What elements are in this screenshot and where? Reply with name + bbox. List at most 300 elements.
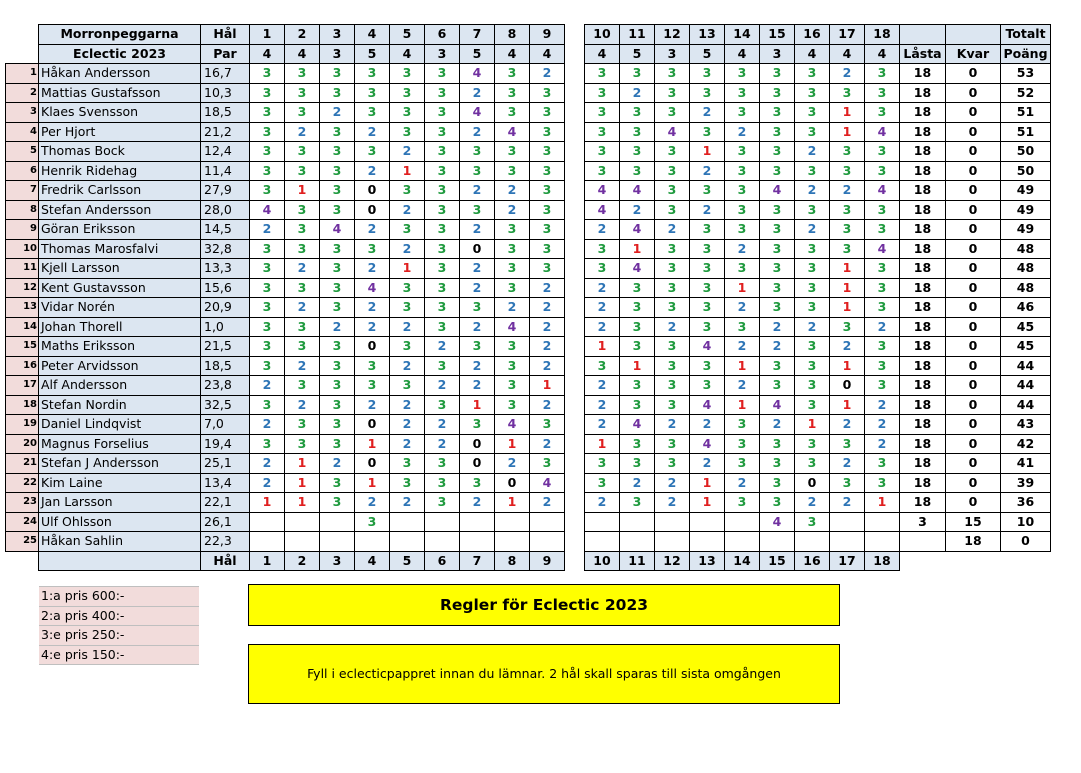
hole-number: 10 (585, 25, 620, 45)
player-name: Henrik Ridehag (39, 161, 201, 181)
hole-number: 15 (760, 25, 795, 45)
hole-score: 4 (865, 122, 900, 142)
hole-score: 3 (530, 161, 565, 181)
hole-score (795, 532, 830, 552)
hole-score: 2 (530, 493, 565, 513)
hole-score: 2 (655, 220, 690, 240)
hole-score: 3 (620, 142, 655, 162)
hole-score: 3 (760, 142, 795, 162)
lasta-count: 18 (900, 220, 946, 240)
hole-score: 3 (250, 181, 285, 201)
hole-score: 3 (390, 220, 425, 240)
hole-score: 3 (795, 239, 830, 259)
hole-score: 2 (495, 181, 530, 201)
hole-score: 2 (585, 395, 620, 415)
hole-score: 4 (460, 103, 495, 123)
hole-score: 3 (585, 83, 620, 103)
player-handicap: 13,3 (201, 259, 250, 279)
hole-score: 3 (830, 239, 865, 259)
par-value: 5 (355, 44, 390, 64)
lasta-count: 18 (900, 122, 946, 142)
hole-score: 3 (725, 142, 760, 162)
lasta-count: 18 (900, 83, 946, 103)
kvar-count: 15 (946, 512, 1001, 532)
hole-score: 4 (655, 122, 690, 142)
hole-score: 2 (460, 376, 495, 396)
hole-score: 3 (655, 83, 690, 103)
hole-score: 2 (795, 220, 830, 240)
hole-score: 3 (320, 356, 355, 376)
hole-score: 1 (725, 356, 760, 376)
hole-score: 2 (725, 239, 760, 259)
hole-number: 17 (830, 25, 865, 45)
total-points: 49 (1001, 220, 1051, 240)
lasta-count: 18 (900, 395, 946, 415)
hole-score: 3 (760, 122, 795, 142)
lasta-count: 18 (900, 259, 946, 279)
hole-score: 2 (530, 64, 565, 84)
kvar-count: 0 (946, 259, 1001, 279)
lasta-count: 18 (900, 278, 946, 298)
hole-score: 2 (495, 454, 530, 474)
hole-score: 3 (620, 122, 655, 142)
hole-score: 3 (495, 259, 530, 279)
hole-score: 2 (760, 337, 795, 357)
hole-score: 3 (285, 337, 320, 357)
hole-score: 4 (865, 181, 900, 201)
hole-score (690, 532, 725, 552)
player-name: Vidar Norén (39, 298, 201, 318)
player-row (6, 337, 1051, 357)
player-handicap: 18,5 (201, 103, 250, 123)
hole-score: 2 (865, 434, 900, 454)
hole-score (655, 532, 690, 552)
hole-score (620, 512, 655, 532)
lasta-count: 18 (900, 298, 946, 318)
lasta-count: 18 (900, 415, 946, 435)
hole-score: 2 (460, 493, 495, 513)
hole-score: 2 (285, 356, 320, 376)
hole-score: 2 (865, 317, 900, 337)
par-value: 4 (530, 44, 565, 64)
hole-score: 3 (795, 512, 830, 532)
hole-score: 3 (585, 161, 620, 181)
hole-score: 3 (495, 395, 530, 415)
player-row (6, 512, 1051, 532)
hole-score: 3 (690, 122, 725, 142)
hole-score: 2 (355, 122, 390, 142)
hole-score: 3 (320, 161, 355, 181)
player-handicap: 28,0 (201, 200, 250, 220)
hole-score: 3 (390, 473, 425, 493)
hole-score: 2 (690, 103, 725, 123)
hole-score: 3 (320, 64, 355, 84)
hole-score: 3 (250, 395, 285, 415)
hole-score: 3 (320, 376, 355, 396)
hole-score: 3 (425, 239, 460, 259)
totalt-header: Totalt (1001, 25, 1051, 45)
total-points: 44 (1001, 376, 1051, 396)
hole-score: 1 (285, 493, 320, 513)
player-name: Kent Gustavsson (39, 278, 201, 298)
hole-number: 13 (690, 551, 725, 571)
par-value: 3 (425, 44, 460, 64)
par-value: 4 (830, 44, 865, 64)
hole-score: 2 (460, 317, 495, 337)
hole-score: 3 (250, 356, 285, 376)
hole-score: 0 (355, 337, 390, 357)
par-value: 4 (285, 44, 320, 64)
hole-score: 2 (690, 200, 725, 220)
hole-score: 3 (320, 239, 355, 259)
hole-score: 3 (760, 83, 795, 103)
player-handicap: 20,9 (201, 298, 250, 318)
player-rank: 9 (6, 220, 39, 240)
hole-score: 4 (530, 473, 565, 493)
hole-score: 3 (530, 122, 565, 142)
hole-score: 3 (585, 239, 620, 259)
hole-score: 0 (355, 454, 390, 474)
player-name: Magnus Forselius (39, 434, 201, 454)
hole-score: 2 (830, 64, 865, 84)
player-name: Ulf Ohlsson (39, 512, 201, 532)
player-rank: 11 (6, 259, 39, 279)
hole-score: 3 (865, 473, 900, 493)
player-handicap: 25,1 (201, 454, 250, 474)
hole-score: 1 (355, 473, 390, 493)
hole-score: 3 (425, 200, 460, 220)
hole-score: 3 (425, 83, 460, 103)
hole-score: 3 (425, 142, 460, 162)
hole-score: 3 (425, 122, 460, 142)
hole-score: 2 (655, 317, 690, 337)
hole-score: 0 (460, 434, 495, 454)
hole-score: 3 (865, 337, 900, 357)
hole-score: 3 (460, 337, 495, 357)
total-points: 48 (1001, 259, 1051, 279)
hole-score: 3 (690, 376, 725, 396)
hole-score: 3 (655, 434, 690, 454)
hole-score: 3 (865, 278, 900, 298)
hole-score: 3 (285, 103, 320, 123)
hole-score: 3 (495, 337, 530, 357)
player-rank: 23 (6, 493, 39, 513)
hole-number: 12 (655, 551, 690, 571)
kvar-count: 0 (946, 122, 1001, 142)
player-rank: 2 (6, 83, 39, 103)
hole-score: 3 (585, 454, 620, 474)
hole-score: 3 (760, 278, 795, 298)
hole-score (655, 512, 690, 532)
lasta-count: 18 (900, 142, 946, 162)
hole-score: 2 (460, 122, 495, 142)
hole-score: 3 (250, 239, 285, 259)
hole-score: 1 (585, 337, 620, 357)
hole-score: 3 (250, 337, 285, 357)
hole-score: 2 (355, 161, 390, 181)
hole-score: 4 (690, 395, 725, 415)
kvar-count: 0 (946, 220, 1001, 240)
hole-score: 2 (830, 337, 865, 357)
hole-score: 3 (285, 317, 320, 337)
hole-score: 2 (390, 356, 425, 376)
hole-number: 8 (495, 551, 530, 571)
hole-score: 2 (530, 434, 565, 454)
hole-score: 3 (585, 259, 620, 279)
hole-score: 3 (460, 200, 495, 220)
hole-score: 2 (355, 493, 390, 513)
hole-score: 2 (285, 122, 320, 142)
hole-score: 3 (795, 278, 830, 298)
hole-score: 4 (495, 415, 530, 435)
hole-score: 3 (760, 220, 795, 240)
rules-text: Fyll i eclecticpappret innan du lämnar. 2 hål skall sparas till sista omgången (248, 644, 840, 704)
hole-score: 3 (865, 220, 900, 240)
total-points: 43 (1001, 415, 1051, 435)
hole-number: 7 (460, 551, 495, 571)
prize-item: 4:e pris 150:- (39, 646, 199, 666)
total-points: 51 (1001, 122, 1051, 142)
hole-score: 3 (725, 415, 760, 435)
hole-score: 2 (830, 493, 865, 513)
kvar-count: 18 (946, 532, 1001, 552)
player-name: Alf Andersson (39, 376, 201, 396)
hole-score: 1 (285, 473, 320, 493)
hole-score: 2 (585, 278, 620, 298)
hole-score: 3 (795, 434, 830, 454)
total-points: 41 (1001, 454, 1051, 474)
hole-score: 2 (390, 142, 425, 162)
hole-score: 1 (830, 298, 865, 318)
hole-number: 2 (285, 551, 320, 571)
hole-score: 2 (585, 298, 620, 318)
hole-score: 3 (865, 142, 900, 162)
hole-score: 3 (460, 298, 495, 318)
hole-score: 3 (425, 493, 460, 513)
hole-score: 1 (830, 122, 865, 142)
hole-score: 4 (355, 278, 390, 298)
hole-score: 3 (830, 473, 865, 493)
hole-score (285, 532, 320, 552)
lasta-count: 18 (900, 181, 946, 201)
hole-score: 3 (425, 395, 460, 415)
player-name: Stefan Andersson (39, 200, 201, 220)
hole-score: 2 (690, 161, 725, 181)
kvar-count: 0 (946, 356, 1001, 376)
hole-score: 3 (460, 161, 495, 181)
hole-label: Hål (201, 551, 250, 571)
lasta-count: 18 (900, 376, 946, 396)
par-value: 4 (865, 44, 900, 64)
hole-score: 3 (795, 395, 830, 415)
hole-score: 3 (320, 395, 355, 415)
kvar-count: 0 (946, 454, 1001, 474)
hole-score: 1 (585, 434, 620, 454)
kvar-count: 0 (946, 317, 1001, 337)
hole-score (585, 512, 620, 532)
hole-score: 3 (250, 83, 285, 103)
hole-score: 2 (460, 278, 495, 298)
hole-score: 3 (495, 103, 530, 123)
hole-score: 2 (585, 376, 620, 396)
hole-score: 3 (250, 103, 285, 123)
kvar-count: 0 (946, 337, 1001, 357)
hole-score: 3 (495, 83, 530, 103)
hole-score: 2 (250, 473, 285, 493)
hole-score (355, 532, 390, 552)
hole-score: 3 (760, 161, 795, 181)
hole-score: 3 (355, 239, 390, 259)
hole-score: 3 (250, 259, 285, 279)
player-name: Stefan Nordin (39, 395, 201, 415)
hole-score: 2 (655, 473, 690, 493)
hole-score: 3 (690, 181, 725, 201)
hole-score: 3 (355, 142, 390, 162)
total-points: 53 (1001, 64, 1051, 84)
hole-score: 3 (425, 473, 460, 493)
club-name: Morronpeggarna (39, 25, 201, 45)
hole-score: 3 (425, 220, 460, 240)
hole-score: 3 (320, 122, 355, 142)
player-row (6, 220, 1051, 240)
hole-score: 3 (285, 200, 320, 220)
lasta-count: 18 (900, 493, 946, 513)
hole-score (425, 512, 460, 532)
hole-score: 3 (760, 454, 795, 474)
hole-score: 3 (865, 64, 900, 84)
lasta-count: 18 (900, 317, 946, 337)
hole-score: 0 (495, 473, 530, 493)
player-row (6, 454, 1051, 474)
hole-score: 2 (530, 395, 565, 415)
player-row (6, 239, 1051, 259)
player-row (6, 356, 1051, 376)
kvar-header: Kvar (946, 44, 1001, 64)
hole-score: 2 (760, 415, 795, 435)
player-row (6, 278, 1051, 298)
par-value: 5 (620, 44, 655, 64)
hole-number: 3 (320, 551, 355, 571)
hole-number: 11 (620, 551, 655, 571)
hole-score: 2 (530, 337, 565, 357)
player-row (6, 415, 1051, 435)
hole-score: 3 (390, 122, 425, 142)
hole-score: 4 (760, 181, 795, 201)
hole-score: 1 (495, 493, 530, 513)
hole-score (285, 512, 320, 532)
hole-score: 2 (390, 415, 425, 435)
hole-score: 2 (425, 415, 460, 435)
hole-score: 3 (390, 103, 425, 123)
hole-score: 3 (425, 356, 460, 376)
hole-score: 3 (655, 298, 690, 318)
hole-number: 1 (250, 551, 285, 571)
hole-score: 4 (690, 337, 725, 357)
hole-score: 3 (690, 239, 725, 259)
hole-score: 3 (690, 356, 725, 376)
hole-number: 11 (620, 25, 655, 45)
hole-score: 3 (865, 376, 900, 396)
hole-score: 3 (530, 83, 565, 103)
hole-score: 2 (390, 395, 425, 415)
player-rows (6, 64, 1051, 552)
hole-number: 7 (460, 25, 495, 45)
hole-score: 3 (355, 376, 390, 396)
hole-score: 2 (250, 454, 285, 474)
kvar-count: 0 (946, 161, 1001, 181)
player-handicap: 12,4 (201, 142, 250, 162)
kvar-count: 0 (946, 103, 1001, 123)
hole-score: 1 (830, 278, 865, 298)
hole-header-row (6, 25, 1051, 45)
hole-score: 3 (795, 337, 830, 357)
hole-score (530, 512, 565, 532)
hole-score: 3 (725, 434, 760, 454)
hole-score: 3 (655, 259, 690, 279)
hole-score: 3 (690, 64, 725, 84)
hole-score: 3 (320, 473, 355, 493)
hole-score: 3 (285, 220, 320, 240)
hole-score: 3 (390, 337, 425, 357)
player-name: Daniel Lindqvist (39, 415, 201, 435)
lasta-count: 18 (900, 103, 946, 123)
hole-score: 2 (460, 356, 495, 376)
hole-score: 3 (320, 337, 355, 357)
hole-score: 3 (285, 64, 320, 84)
player-rank: 21 (6, 454, 39, 474)
total-points: 39 (1001, 473, 1051, 493)
hole-score (320, 532, 355, 552)
hole-number: 9 (530, 551, 565, 571)
lasta-count: 18 (900, 200, 946, 220)
hole-score (320, 512, 355, 532)
hole-score: 3 (320, 181, 355, 201)
hole-score: 3 (460, 473, 495, 493)
hole-score: 3 (425, 259, 460, 279)
hole-score: 2 (460, 181, 495, 201)
hole-score (725, 532, 760, 552)
hole-score: 3 (760, 103, 795, 123)
hole-number: 12 (655, 25, 690, 45)
hole-score: 1 (390, 161, 425, 181)
hole-score: 3 (760, 200, 795, 220)
hole-score: 3 (865, 259, 900, 279)
lasta-count: 18 (900, 239, 946, 259)
kvar-count: 0 (946, 395, 1001, 415)
par-value: 4 (585, 44, 620, 64)
par-value: 4 (495, 44, 530, 64)
hole-score: 1 (495, 434, 530, 454)
hole-score (830, 532, 865, 552)
total-points: 0 (1001, 532, 1051, 552)
player-handicap: 11,4 (201, 161, 250, 181)
player-name: Göran Eriksson (39, 220, 201, 240)
hole-score: 2 (530, 298, 565, 318)
hole-score: 3 (760, 434, 795, 454)
hole-number: 15 (760, 551, 795, 571)
hole-score: 3 (320, 83, 355, 103)
player-handicap: 1,0 (201, 317, 250, 337)
player-rank: 5 (6, 142, 39, 162)
hole-score: 3 (530, 454, 565, 474)
hole-number: 5 (390, 551, 425, 571)
kvar-count: 0 (946, 142, 1001, 162)
hole-score: 3 (530, 181, 565, 201)
total-points: 44 (1001, 356, 1051, 376)
lasta-count: 18 (900, 356, 946, 376)
hole-score: 3 (495, 376, 530, 396)
hole-score: 4 (495, 122, 530, 142)
